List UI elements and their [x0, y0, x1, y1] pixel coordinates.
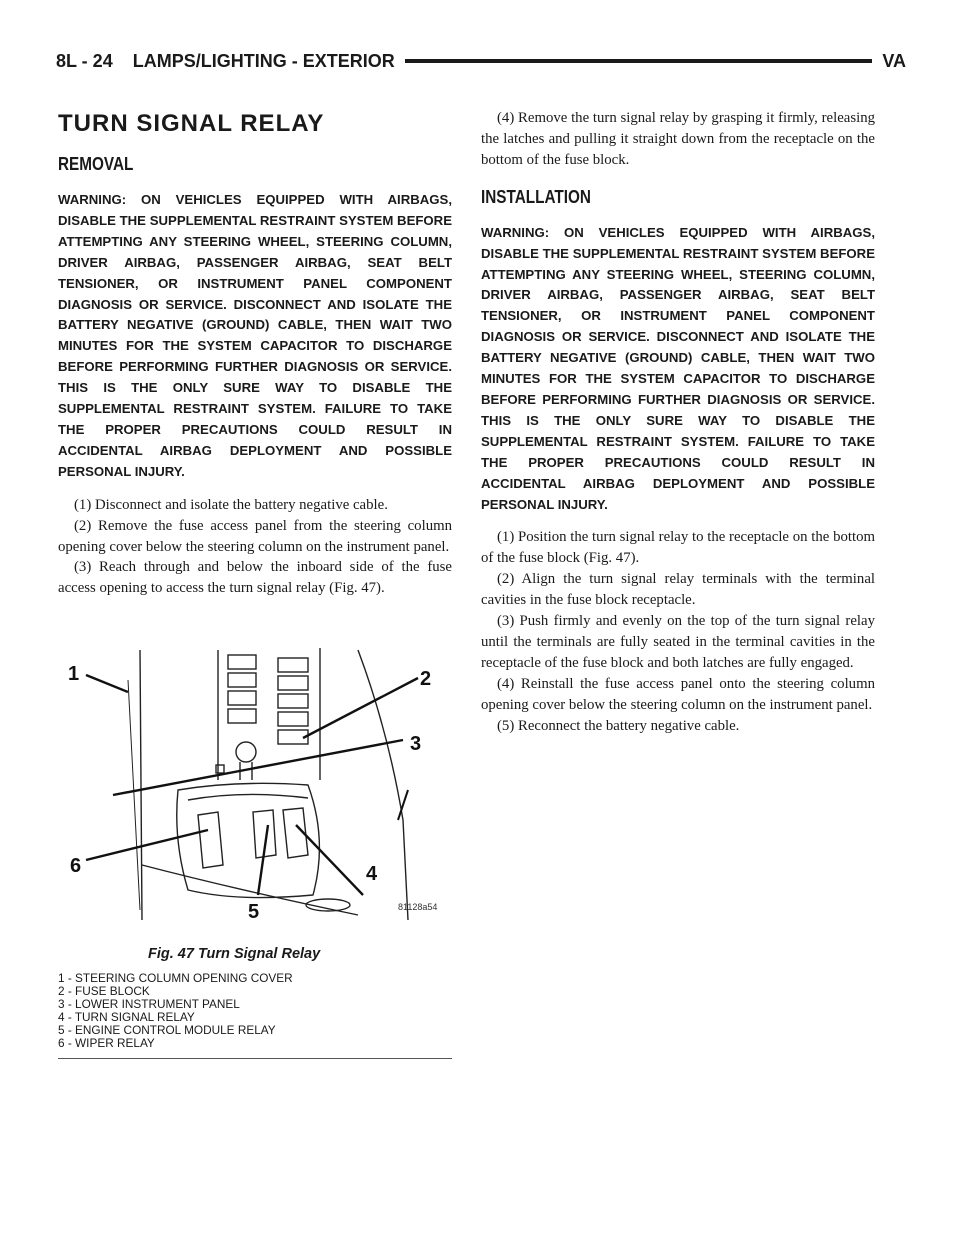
removal-step-3: (3) Reach through and below the inboard side of the fuse access opening to access the turn signal relay (Fig. 47).	[58, 559, 452, 597]
installation-step-4: (4) Reinstall the fuse access panel onto the steering column opening cover below the steering column on the instrument panel.	[481, 675, 875, 713]
cover-edge-left	[140, 650, 142, 920]
removal-step-1: (1) Disconnect and isolate the battery negative cable.	[74, 496, 388, 513]
legend-item-1: 1 - STEERING COLUMN OPENING COVER	[58, 971, 293, 985]
legend-item-5: 5 - ENGINE CONTROL MODULE RELAY	[58, 1022, 276, 1037]
installation-step-2: (2) Align the turn signal relay terminals with the terminal cavities in the fuse block receptacle.	[481, 571, 875, 609]
figure-47-illustration	[58, 640, 452, 940]
removal-heading: REMOVAL	[58, 154, 134, 174]
installation-step-5: (5) Reconnect the battery negative cable.	[497, 717, 740, 734]
installation-step-3: (3) Push firmly and evenly on the top of the turn signal relay until the terminals are fully seated in the terminal cavities in the receptacle of the fuse block and both latches are fully engaged.	[481, 613, 875, 671]
page-title: TURN SIGNAL RELAY	[58, 110, 325, 137]
callout-6: 6	[70, 855, 82, 877]
removal-step-4: (4) Remove the turn signal relay by grasping it firmly, releasing the latches and pulling it straight down from the receptacle on the bottom of the fuse block.	[481, 110, 875, 168]
header-section-title: 8L - 24 LAMPS/LIGHTING - EXTERIOR	[56, 50, 395, 71]
legend-item-4: 4 - TURN SIGNAL RELAY	[58, 1009, 195, 1024]
header-rule	[405, 59, 873, 63]
installation-step-1: (1) Position the turn signal relay to the receptacle on the bottom of the fuse block (Fig. 47).	[481, 529, 875, 567]
figure-47-drawing	[58, 640, 452, 940]
legend-item-3: 3 - LOWER INSTRUMENT PANEL	[58, 996, 240, 1011]
figure-caption: Fig. 47 Turn Signal Relay	[148, 946, 321, 962]
figure-legend	[58, 972, 452, 1049]
legend-item-6: 6 - WIPER RELAY	[58, 1035, 155, 1050]
wiper-relay-shape	[198, 812, 223, 868]
legend-divider	[58, 1058, 452, 1059]
legend-item-2: 2 - FUSE BLOCK	[58, 983, 150, 998]
page-header	[56, 50, 906, 72]
installation-heading: INSTALLATION	[481, 186, 591, 207]
header-model-code: VA	[882, 50, 906, 71]
callout-1: 1	[68, 663, 80, 685]
installation-warning: WARNING: ON VEHICLES EQUIPPED WITH AIRBAGS, DISABLE THE SUPPLEMENTAL RESTRAINT SYSTEM BEFORE ATTEMPTING ANY STEERING WHEEL, STEERING COLUMN, DRIVER AIRBAG, PASSENGER AIRBAG, SEAT BELT TENSIONER, OR INSTRUMENT PANEL COMPONENT DIAGNOSIS OR SERVICE. DISCONNECT AND ISOLATE THE BATTERY NEGATIVE (GROUND) CABLE, THEN WAIT TWO MINUTES FOR THE SYSTEM CAPACITOR TO DISCHARGE BEFORE PERFORMING FURTHER DIAGNOSIS OR SERVICE. THIS IS THE ONLY SURE WAY TO DISABLE THE SUPPLEMENTAL RESTRAINT SYSTEM. FAILURE TO TAKE THE PROPER PRECAUTIONS COULD RESULT IN ACCIDENTAL AIRBAG DEPLOYMENT AND POSSIBLE PERSONAL INJURY.	[481, 224, 875, 512]
removal-step-2: (2) Remove the fuse access panel from the steering column opening cover below the steering column on the instrument panel.	[58, 517, 452, 555]
callout-4: 4	[366, 863, 378, 885]
callout-3: 3	[410, 733, 422, 755]
callout-2: 2	[420, 668, 432, 690]
fuse-access-opening	[177, 783, 320, 897]
right-column	[481, 108, 875, 736]
figure-code: 81128a54	[398, 902, 438, 912]
removal-warning: WARNING: ON VEHICLES EQUIPPED WITH AIRBAGS, DISABLE THE SUPPLEMENTAL RESTRAINT SYSTEM BEFORE ATTEMPTING ANY STEERING WHEEL, STEERING COLUMN, DRIVER AIRBAG, PASSENGER AIRBAG, SEAT BELT TENSIONER, OR INSTRUMENT PANEL COMPONENT DIAGNOSIS OR SERVICE. DISCONNECT AND ISOLATE THE BATTERY NEGATIVE (GROUND) CABLE, THEN WAIT TWO MINUTES FOR THE SYSTEM CAPACITOR TO DISCHARGE BEFORE PERFORMING FURTHER DIAGNOSIS OR SERVICE. THIS IS THE ONLY SURE WAY TO DISABLE THE SUPPLEMENTAL RESTRAINT SYSTEM. FAILURE TO TAKE THE PROPER PRECAUTIONS COULD RESULT IN ACCIDENTAL AIRBAG DEPLOYMENT AND POSSIBLE PERSONAL INJURY.	[58, 192, 452, 479]
left-column	[58, 108, 452, 599]
callout-5: 5	[248, 901, 260, 923]
